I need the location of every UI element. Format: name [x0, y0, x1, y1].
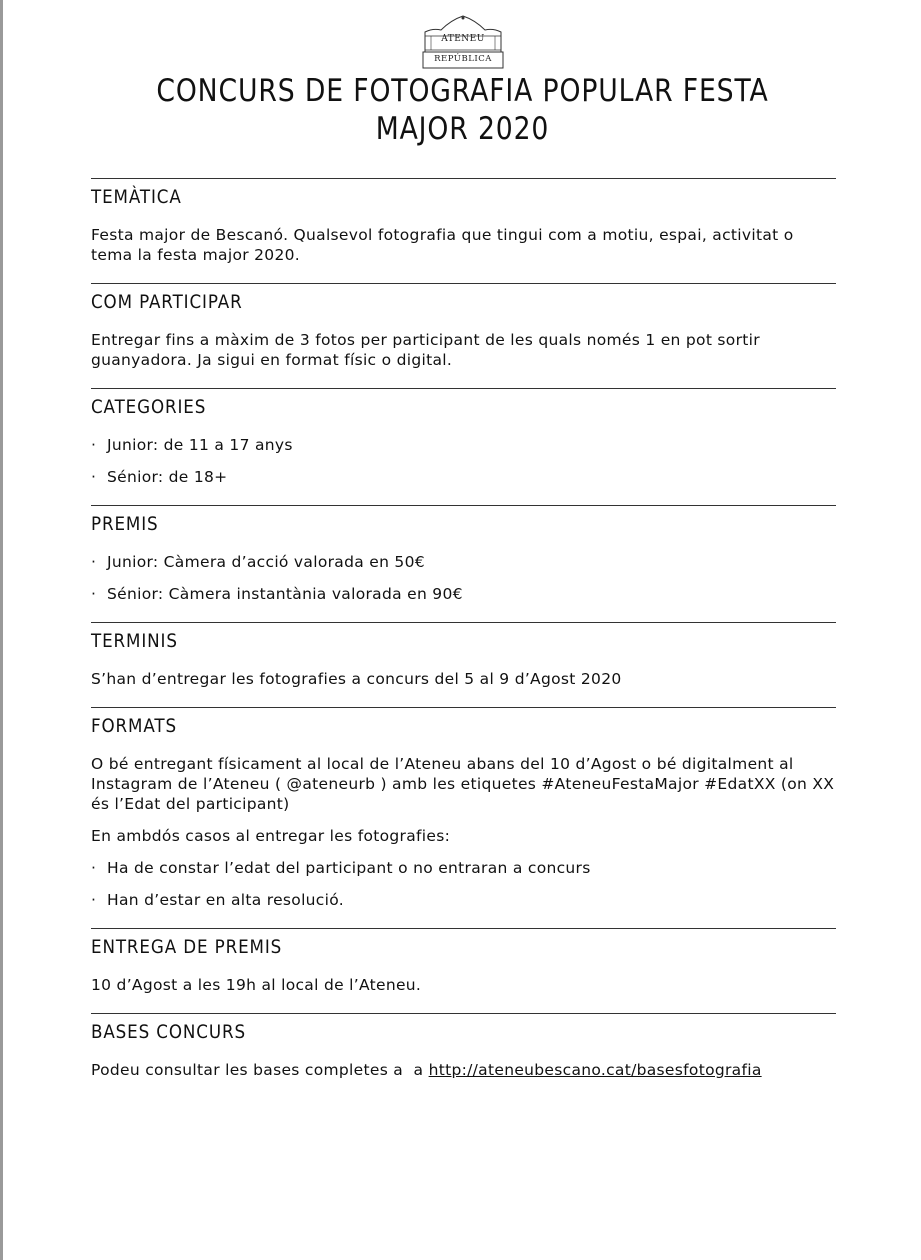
bullet-glyph: ·	[91, 891, 97, 909]
list-item-text: Sénior: Càmera instantània valorada en 90€	[107, 585, 463, 603]
section-heading: ENTREGA DE PREMIS	[91, 936, 283, 958]
section-paragraph: En ambdós casos al entregar les fotografies:	[91, 827, 451, 845]
list-item	[91, 435, 836, 455]
list-item	[91, 858, 836, 878]
section-com-participar	[91, 283, 836, 388]
bases-link[interactable]: http://ateneubescano.cat/basesfotografia	[428, 1061, 762, 1079]
list-item-text: Han d’estar en alta resolució.	[107, 891, 344, 909]
section-paragraph	[91, 1060, 836, 1080]
list-item-text: Ha de constar l’edat del participant o no entraran a concurs	[107, 859, 591, 877]
section-entrega-de-premis	[91, 928, 836, 1013]
section-heading: COM PARTICIPAR	[91, 291, 243, 313]
section-heading: PREMIS	[91, 513, 159, 535]
section-terminis	[91, 622, 836, 707]
section-bases-concurs	[91, 1013, 836, 1080]
page-title: CONCURS DE FOTOGRAFIA POPULAR FESTA MAJOR 2020	[156, 73, 769, 147]
section-premis	[91, 505, 836, 622]
logo-bottom-text: REPÚBLICA	[434, 54, 492, 64]
list-item	[91, 890, 836, 910]
ateneu-logo	[421, 12, 505, 70]
bullet-glyph: ·	[91, 553, 97, 571]
bullet-glyph: ·	[91, 859, 97, 877]
section-heading: CATEGORIES	[91, 396, 207, 418]
section-paragraph: 10 d’Agost a les 19h al local de l’Ateneu.	[91, 976, 422, 994]
section-paragraph: Entregar fins a màxim de 3 fotos per participant de les quals només 1 en pot sortir guanyadora. Ja sigui en format físic o digital.	[91, 331, 760, 369]
bullet-glyph: ·	[91, 436, 97, 454]
section-categories	[91, 388, 836, 505]
section-heading: BASES CONCURS	[91, 1021, 246, 1043]
list-item-text: Junior: de 11 a 17 anys	[107, 436, 293, 454]
bullet-glyph: ·	[91, 585, 97, 603]
list-item	[91, 552, 836, 572]
section-tematica	[91, 178, 836, 283]
section-heading: TEMÀTICA	[91, 186, 182, 208]
bullet-glyph: ·	[91, 468, 97, 486]
list-item-text: Sénior: de 18+	[107, 468, 228, 486]
list-item-text: Junior: Càmera d’acció valorada en 50€	[107, 553, 425, 571]
list-item	[91, 467, 836, 487]
bases-text: Podeu consultar les bases completes a a	[91, 1061, 429, 1079]
section-paragraph: Festa major de Bescanó. Qualsevol fotografia que tingui com a motiu, espai, activitat o tema la festa major 2020.	[91, 226, 794, 264]
list-item	[91, 584, 836, 604]
section-formats	[91, 707, 836, 928]
logo-top-text: ATENEU	[441, 34, 485, 44]
section-heading: FORMATS	[91, 715, 177, 737]
page-left-border	[0, 0, 3, 1260]
document-body	[91, 178, 836, 1080]
section-paragraph: S’han d’entregar les fotografies a concurs del 5 al 9 d’Agost 2020	[91, 670, 622, 688]
section-paragraph: O bé entregant físicament al local de l’Ateneu abans del 10 d’Agost o bé digitalment al Instagram de l’Ateneu ( @ateneurb ) amb les etiquetes #AteneuFestaMajor #EdatXX (on XX és l’Edat del participant)	[91, 755, 835, 813]
section-heading: TERMINIS	[91, 630, 178, 652]
